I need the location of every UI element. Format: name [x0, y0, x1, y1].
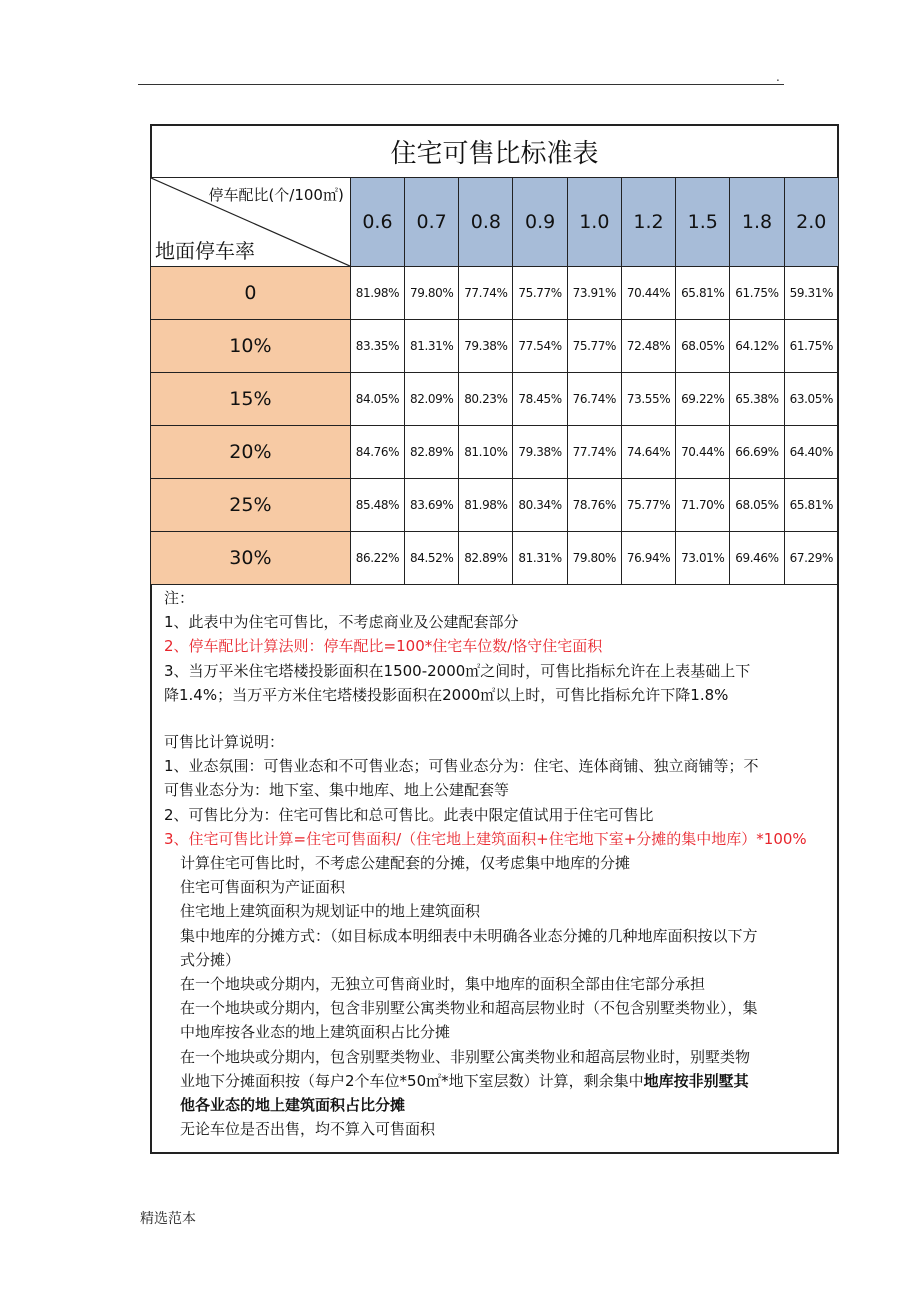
table-cell: 67.29% [784, 532, 838, 585]
row-header: 15% [151, 373, 351, 426]
calc-3: 3、住宅可售比计算=住宅可售面积/（住宅地上建筑面积+住宅地下室+分摊的集中地库）*100% [164, 829, 807, 848]
table-row [151, 426, 839, 479]
table-cell: 65.81% [676, 267, 730, 320]
column-header: 1.0 [567, 178, 621, 267]
row-header: 20% [151, 426, 351, 479]
calc-2: 2、可售比分为：住宅可售比和总可售比。此表中限定值试用于住宅可售比 [164, 805, 654, 824]
table-cell: 83.35% [350, 320, 404, 373]
column-header: 1.8 [730, 178, 784, 267]
calc-1-line-2: 可售业态分为：地下室、集中地库、地上公建配套等 [164, 781, 510, 800]
table-cell: 79.38% [459, 320, 513, 373]
row-header: 25% [151, 479, 351, 532]
table-cell: 76.74% [567, 373, 621, 426]
table-cell: 81.31% [513, 532, 567, 585]
table-cell: 70.44% [621, 267, 675, 320]
table-cell: 85.48% [350, 479, 404, 532]
note-3-line-1: 3、当万平米住宅塔楼投影面积在1500-2000㎡之间时，可售比指标允许在上表基础上下 [164, 661, 751, 680]
table-cell: 77.54% [513, 320, 567, 373]
note-1: 1、此表中为住宅可售比，不考虑商业及公建配套部分 [164, 613, 519, 632]
table-row [151, 479, 839, 532]
calc-sub-6-line-2: 中地库按各业态的地上建筑面积占比分摊 [180, 1023, 451, 1042]
table-cell: 72.48% [621, 320, 675, 373]
table-cell: 77.74% [459, 267, 513, 320]
notes-section [164, 586, 826, 1141]
calc-sub-8: 无论车位是否出售，均不算入可售面积 [180, 1120, 436, 1139]
table-cell: 76.94% [621, 532, 675, 585]
column-header: 1.5 [676, 178, 730, 267]
table-cell: 79.38% [513, 426, 567, 479]
column-header: 0.7 [405, 178, 459, 267]
calc-sub-5: 在一个地块或分期内，无独立可售商业时，集中地库的面积全部由住宅部分承担 [180, 975, 706, 994]
row-header: 30% [151, 532, 351, 585]
table-cell: 77.74% [567, 426, 621, 479]
table-row [151, 267, 839, 320]
table-cell: 79.80% [405, 267, 459, 320]
column-header: 0.8 [459, 178, 513, 267]
calc-sub-3: 住宅地上建筑面积为规划证中的地上建筑面积 [180, 902, 481, 921]
column-header: 0.9 [513, 178, 567, 267]
table-cell: 82.09% [405, 373, 459, 426]
table-cell: 68.05% [730, 479, 784, 532]
table-cell: 73.01% [676, 532, 730, 585]
table-cell: 84.52% [405, 532, 459, 585]
table-cell: 68.05% [676, 320, 730, 373]
table-cell: 63.05% [784, 373, 838, 426]
column-header: 0.6 [350, 178, 404, 267]
table-cell: 64.40% [784, 426, 838, 479]
notes-label: 注： [164, 589, 195, 607]
table-cell: 81.10% [459, 426, 513, 479]
table-cell: 82.89% [405, 426, 459, 479]
footer-text: 精选范本 [140, 1211, 196, 1227]
table-cell: 83.69% [405, 479, 459, 532]
table-cell: 75.77% [567, 320, 621, 373]
ground-parking-rate-label: 地面停车率 [155, 239, 255, 263]
calc-sub-4-line-2: 式分摊） [180, 950, 241, 969]
table-cell: 73.55% [621, 373, 675, 426]
column-header: 1.2 [621, 178, 675, 267]
table-cell: 69.22% [676, 373, 730, 426]
table-cell: 80.23% [459, 373, 513, 426]
table-cell: 65.81% [784, 479, 838, 532]
table-cell: 75.77% [621, 479, 675, 532]
calc-sub-7-line-3: 他各业态的地上建筑面积占比分摊 [180, 1096, 406, 1115]
table-cell: 80.34% [513, 479, 567, 532]
table-cell: 73.91% [567, 267, 621, 320]
table-cell: 70.44% [676, 426, 730, 479]
table-cell: 59.31% [784, 267, 838, 320]
calc-sub-1: 计算住宅可售比时，不考虑公建配套的分摊，仅考虑集中地库的分摊 [180, 854, 631, 873]
table-cell: 64.12% [730, 320, 784, 373]
ratio-table [150, 124, 839, 585]
note-3-line-2: 降1.4%；当万平方米住宅塔楼投影面积在2000㎡以上时，可售比指标允许下降1.8% [164, 685, 729, 704]
table-cell: 78.76% [567, 479, 621, 532]
table-cell: 82.89% [459, 532, 513, 585]
table-row [151, 532, 839, 585]
note-2: 2、停车配比计算法则：停车配比=100*住宅车位数/恪守住宅面积 [164, 637, 603, 656]
header-mark: . [776, 70, 780, 84]
table-cell: 81.98% [350, 267, 404, 320]
row-header: 0 [151, 267, 351, 320]
calc-sub-7-line-2 [164, 1069, 826, 1093]
table-cell: 81.31% [405, 320, 459, 373]
table-cell: 61.75% [730, 267, 784, 320]
calc-sub-7-line-2-a: 业地下分摊面积按（每户2个车位*50㎡*地下室层数）计算，剩余集中 [180, 1071, 644, 1090]
calc-sub-7-line-1: 在一个地块或分期内，包含别墅类物业、非别墅公寓类物业和超高层物业时，别墅类物 [180, 1047, 751, 1066]
calc-sub-7-line-2-b: 地库按非别墅其 [643, 1071, 749, 1090]
table-row [151, 373, 839, 426]
table-cell: 79.80% [567, 532, 621, 585]
parking-ratio-label: 停车配比(个/100㎡) [208, 186, 344, 204]
table-title: 住宅可售比标准表 [151, 125, 839, 178]
column-header: 2.0 [784, 178, 838, 267]
corner-header [151, 178, 351, 267]
table-cell: 84.05% [350, 373, 404, 426]
calc-1-line-1: 1、业态氛围：可售业态和不可售业态；可售业态分为：住宅、连体商铺、独立商铺等；不 [164, 757, 759, 776]
calc-sub-4-line-1: 集中地库的分摊方式：（如目标成本明细表中未明确各业态分摊的几种地库面积按以下方 [180, 926, 758, 945]
table-cell: 86.22% [350, 532, 404, 585]
calc-title: 可售比计算说明： [164, 733, 285, 752]
table-cell: 65.38% [730, 373, 784, 426]
table-cell: 69.46% [730, 532, 784, 585]
table-cell: 74.64% [621, 426, 675, 479]
table-cell: 84.76% [350, 426, 404, 479]
header-rule [138, 84, 784, 85]
table-cell: 81.98% [459, 479, 513, 532]
calc-sub-6-line-1: 在一个地块或分期内，包含非别墅公寓类物业和超高层物业时（不包含别墅类物业），集 [180, 999, 758, 1018]
row-header: 10% [151, 320, 351, 373]
table-row [151, 320, 839, 373]
table-cell: 78.45% [513, 373, 567, 426]
table-cell: 61.75% [784, 320, 838, 373]
table-cell: 71.70% [676, 479, 730, 532]
calc-sub-2: 住宅可售面积为产证面积 [180, 878, 346, 897]
table-cell: 75.77% [513, 267, 567, 320]
table-cell: 66.69% [730, 426, 784, 479]
